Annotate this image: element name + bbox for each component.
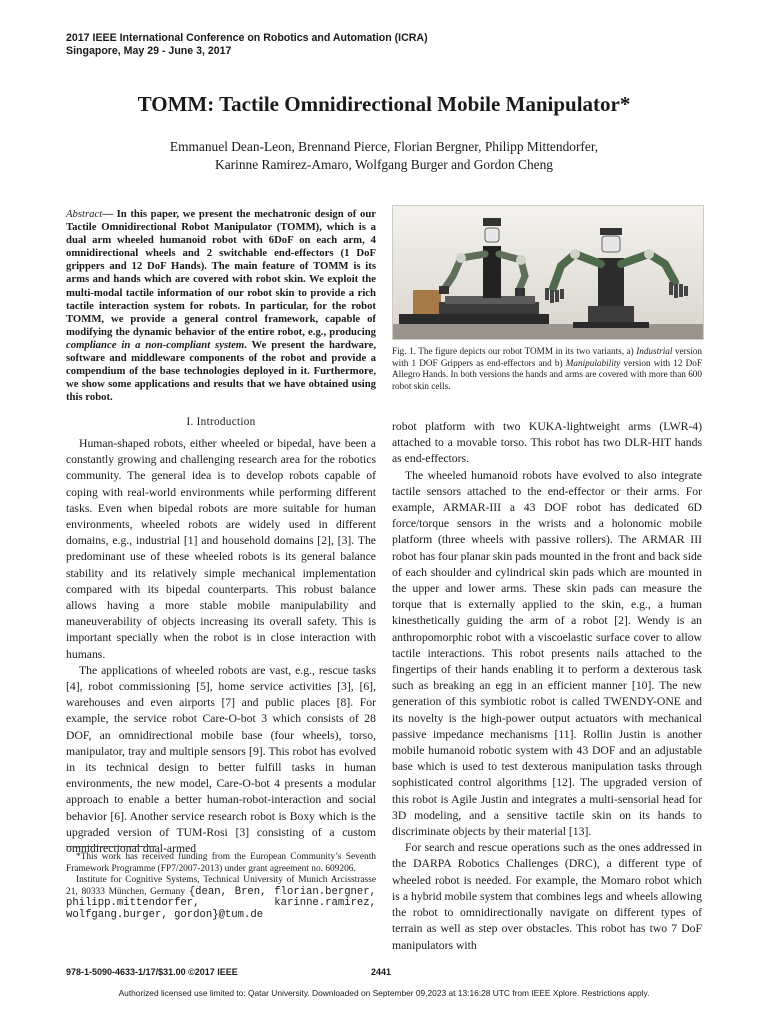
conference-name: 2017 IEEE International Conference on Robotics and Automation (ICRA) [66, 32, 428, 44]
author-emails: {dean, Bren, florian.bergner, philipp.mittendorfer, karinne.ramirez, wolfgang.burger, gordon}@tum.de [66, 885, 376, 921]
caption-italic-industrial: Industrial [636, 346, 673, 356]
figure-1-photo [392, 205, 704, 340]
abstract-text-italic: compliance in a non-compliant system [66, 338, 245, 351]
funding-footnote: *This work has received funding from the European Community’s Seventh Framework Programme (FP7/2007-2013) under grant agreement no. 609206. [66, 852, 376, 874]
license-notice: Authorized licensed use limited to: Qatar University. Downloaded on September 09,2023 at 13:16:28 UTC from IEEE Xplore. Restrictions apply. [118, 988, 650, 998]
caption-text-b: version with 1 DOF Grippers as end-effectors and b) [392, 346, 702, 368]
abstract-text-a: In this paper, we present the mechatronic design of our Tactile Omnidirectional Robot Manipulator (TOMM), which is a dual arm wheeled humanoid robot with 6DoF on each arm, 4 omnidirectional wheels and 2 switchable end-effectors (1 DoF grippers and 12 DoF Hands). The main feature of TOMM is its arms and hands which are covered with robot skin. We exploit the multi-modal tactile information of our robot skin to provide a rich tactile interaction system for robots. In particular, for the robot TOMM, we provide a general control framework, capable of modifying the dynamic behavior of the entire robot, e.g., producing [66, 208, 377, 338]
figure-1-caption [392, 346, 702, 392]
abstract-label: Abstract [66, 208, 103, 220]
robot-photo-illustration [393, 206, 703, 339]
right-column-body [392, 419, 702, 954]
paragraph: The wheeled humanoid robots have evolved to also integrate tactile sensors attached to the end-effector or their arms. For example, ARMAR-III a 43 DOF robot has dedicated 6D force/torque sensors in the wrists and a holonomic mobile platform (three wheels with passive rollers). The ARMAR III robot has four planar skin pads mounted in the front and back side of each shoulder and cylindrical skin pads which are mounted in the upper and lower arms. These skin pads can measure the torque that is externally applied to the skin, e.g., a human kinesthetically guiding the arm of a robot [2]. Wendy is an anthropomorphic robot with a viscoelastic surface cover to allow tactile interactions. This robot presents nails attached to the fingertips of their hands enabling it to perform a dexterous task such as breaking an egg in an efficient manner [10]. The new generation of this symbiotic robot is called TWENDY-ONE and its novelty is the high-power output actuators with mechanical passive impedance mechanisms [11]. Rollin Justin is another mobile humanoid robotic system with 43 DOF and an adjustable base which is used to test dexterous manipulation tasks through sophisticated control algorithms [12]. The upgraded version of this robot is Agile Justin and integrates a multi-sensorial head for 3D modeling, and a sensitive tactile skin on its hands to discriminate objects by their material [13]. [392, 468, 702, 839]
affiliation-footnote [66, 875, 376, 921]
paragraph: robot platform with two KUKA-lightweight arms (LWR-4) attached to a movable torso. This robot has two DLR-HIT hands as end-effectors. [392, 420, 702, 466]
authors-line-1: Emmanuel Dean-Leon, Brennand Pierce, Florian Bergner, Philipp Mittendorfer, [169, 139, 599, 154]
abstract-text-b: . We present the hardware, software and middleware components of the robot and provide a compendium of the base technologies deployed in it. Furthermore, we show some applications and results that we have obtained using this robot. [66, 338, 376, 404]
abstract [66, 208, 376, 404]
conference-header [66, 32, 428, 58]
abstract-dash: — [102, 208, 117, 220]
left-column-body [66, 436, 376, 857]
paper-title: TOMM: Tactile Omnidirectional Mobile Manipulator* [137, 92, 631, 116]
caption-italic-manipulability: Manipulability [565, 357, 621, 368]
footnote-rule [66, 846, 156, 847]
isbn-copyright: 978-1-5090-4633-1/17/$31.00 ©2017 IEEE [66, 967, 238, 977]
paragraph: Human-shaped robots, either wheeled or bipedal, have been a constantly growing and challenging research area for the robotics community. The general idea is to develop robots capable of coping with real-world environments while performing different tasks. Even when bipedal robots are more suitable for human environments, wheeled robots are widely used in different domains, e.g., industrial [1] and household domains [2], [3]. The predominant use of these wheeled robots is its general balance stability and its relatively simple mechanical implementation compared with its bipedal counterparts. This robust balance allows having a more stable mobile manipulability and maneuverability of objects increasing its overall safety. This is important specially when the robot is in close interaction with humans. [66, 437, 376, 661]
section-heading-introduction: I. Introduction [186, 416, 256, 428]
author-list [0, 138, 768, 174]
page-number: 2441 [371, 967, 392, 977]
conference-location-dates: Singapore, May 29 - June 3, 2017 [66, 45, 232, 57]
caption-text-c: version with 12 DoF Allegro Hands. In both versions the hands and arms are covered with more than 600 robot skin cells. [392, 357, 702, 391]
footnotes [66, 852, 376, 922]
paragraph: For search and rescue operations such as the ones addressed in the DARPA Robotics Challenges (DRC), a different type of wheeled robot is needed. For example, the Momaro robot which is a hybrid mobile system that combines legs and wheels allowing the robot to omnidirectionally navigate on different types of terrain as well as step over obstacles. This robot has two 7 DoF manipulators with [392, 841, 702, 952]
affiliation-text: Institute for Cognitive Systems, Technical University of Munich Arcisstrasse 21, 80333 München, Germany [66, 875, 376, 897]
paragraph: The applications of wheeled robots are vast, e.g., rescue tasks [4], robot commissioning [5], home service activities [3], [6], warehouses and even airports [7] and public places [8]. For example, the service robot Care-O-bot 3 which consists of 28 DOF, an omnidirectional mobile base (four wheels), torso, manipulator, tray and multiple sensors [9]. This robot has evolved in its technical design to better fulfill tasks in human environments, the new model, Care-O-bot 4 presents a modular approach to enable a better human-robot-interaction and social behavior [6]. Another service research robot is Boxy which is the upgraded version of TUM-Rosi [3] consisting of a custom omnidirectional dual-armed [66, 663, 376, 856]
authors-line-2: Karinne Ramirez-Amaro, Wolfgang Burger and Gordon Cheng [215, 157, 553, 172]
caption-text-a: Fig. 1. The figure depicts our robot TOMM in its two variants, a) [392, 346, 637, 356]
